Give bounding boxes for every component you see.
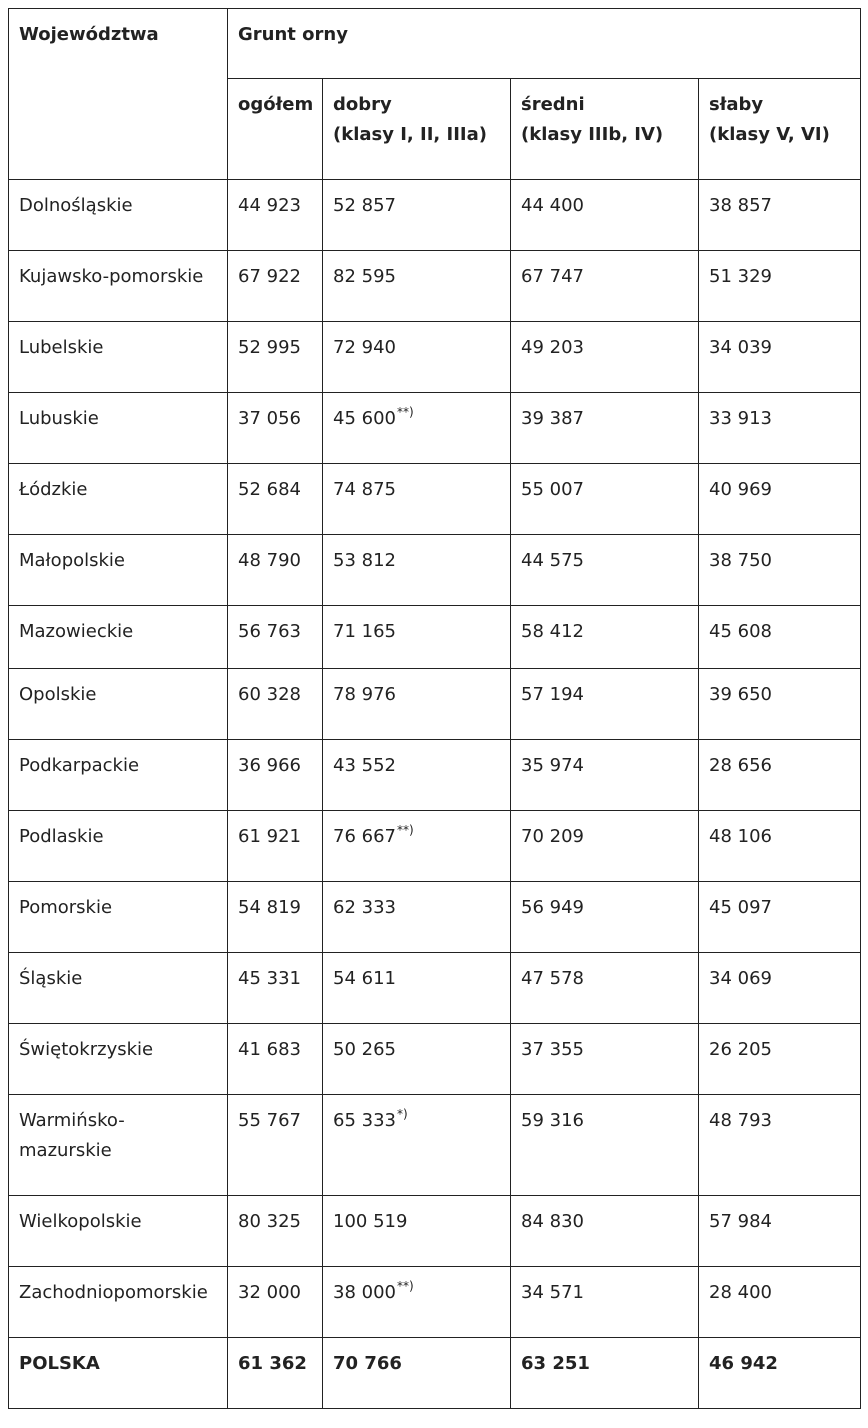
value-good-cell: [323, 251, 511, 322]
value-good-cell: [323, 811, 511, 882]
value-weak-cell: [699, 953, 861, 1024]
cell-value: 28 400: [709, 1282, 772, 1303]
value-medium-cell: [511, 811, 699, 882]
value-good-cell: [323, 740, 511, 811]
table-row: [9, 1196, 861, 1267]
cell-value: 56 763: [238, 621, 301, 642]
cell-value: 84 830: [521, 1211, 584, 1232]
cell-value: 44 923: [238, 195, 301, 216]
cell-value: 52 684: [238, 479, 301, 500]
value-medium-cell: [511, 535, 699, 606]
cell-value: 50 265: [333, 1039, 396, 1060]
region-name-cell: Opolskie: [9, 669, 228, 740]
cell-value: 45 608: [709, 621, 772, 642]
value-total-cell: [228, 393, 323, 464]
region-name-line: mazurskie: [19, 1140, 112, 1161]
value-weak-cell: [699, 180, 861, 251]
table-header: [9, 9, 861, 180]
header-row-group: [9, 9, 861, 79]
cell-value: 37 355: [521, 1039, 584, 1060]
cell-value: 71 165: [333, 621, 396, 642]
value-total-cell: [228, 882, 323, 953]
cell-value: 59 316: [521, 1110, 584, 1131]
value-weak-cell: [699, 464, 861, 535]
value-weak-cell: [699, 251, 861, 322]
value-weak-cell: [699, 740, 861, 811]
region-name-cell: Podkarpackie: [9, 740, 228, 811]
footnote-marker: **): [396, 405, 414, 419]
value-weak-cell: [699, 322, 861, 393]
cell-value: 38 857: [709, 195, 772, 216]
cell-value: 72 940: [333, 337, 396, 358]
total-value-cell: 61 362: [228, 1338, 323, 1409]
region-name-cell: Lubuskie: [9, 393, 228, 464]
value-total-cell: [228, 1024, 323, 1095]
table-row: [9, 953, 861, 1024]
value-good-cell: [323, 1196, 511, 1267]
value-medium-cell: [511, 1196, 699, 1267]
cell-value: 34 069: [709, 968, 772, 989]
table-row: [9, 180, 861, 251]
value-weak-cell: [699, 882, 861, 953]
column-header-medium: [511, 79, 699, 180]
region-name-cell: Wielkopolskie: [9, 1196, 228, 1267]
value-total-cell: [228, 606, 323, 669]
region-column-header: Województwa: [9, 9, 228, 180]
region-name-cell: Pomorskie: [9, 882, 228, 953]
cell-value: 57 984: [709, 1211, 772, 1232]
cell-value: 45 600: [333, 408, 396, 429]
value-weak-cell: [699, 606, 861, 669]
table-row: [9, 322, 861, 393]
cell-value: 37 056: [238, 408, 301, 429]
column-header-classes: (klasy V, VI): [709, 124, 830, 145]
cell-value: 55 767: [238, 1110, 301, 1131]
cell-value: 34 571: [521, 1282, 584, 1303]
cell-value: 67 922: [238, 266, 301, 287]
value-good-cell: [323, 464, 511, 535]
cell-value: 78 976: [333, 684, 396, 705]
value-medium-cell: [511, 1267, 699, 1338]
cell-value: 45 097: [709, 897, 772, 918]
total-value-cell: 63 251: [511, 1338, 699, 1409]
region-name-cell: Dolnośląskie: [9, 180, 228, 251]
value-good-cell: [323, 669, 511, 740]
value-good-cell: [323, 606, 511, 669]
value-total-cell: [228, 1267, 323, 1338]
cell-value: 36 966: [238, 755, 301, 776]
footnote-marker: **): [396, 823, 414, 837]
cell-value: 60 328: [238, 684, 301, 705]
cell-value: 40 969: [709, 479, 772, 500]
table-row: [9, 882, 861, 953]
value-weak-cell: [699, 811, 861, 882]
footnote-marker: **): [396, 1279, 414, 1293]
column-header-total: [228, 79, 323, 180]
cell-value: 44 400: [521, 195, 584, 216]
cell-value: 32 000: [238, 1282, 301, 1303]
cell-value: 48 790: [238, 550, 301, 571]
total-value-cell: 46 942: [699, 1338, 861, 1409]
column-header-label: ogółem: [238, 94, 314, 115]
value-good-cell: [323, 882, 511, 953]
value-total-cell: [228, 464, 323, 535]
cell-value: 48 793: [709, 1110, 772, 1131]
value-total-cell: [228, 669, 323, 740]
table-row: [9, 535, 861, 606]
cell-value: 54 819: [238, 897, 301, 918]
footnote-marker: *): [396, 1107, 408, 1121]
cell-value: 49 203: [521, 337, 584, 358]
region-name-cell: Mazowieckie: [9, 606, 228, 669]
value-medium-cell: [511, 393, 699, 464]
table-body: [9, 180, 861, 1409]
value-good-cell: [323, 953, 511, 1024]
cell-value: 52 995: [238, 337, 301, 358]
value-total-cell: [228, 953, 323, 1024]
table-row: [9, 669, 861, 740]
cell-value: 61 921: [238, 826, 301, 847]
cell-value: 67 747: [521, 266, 584, 287]
region-name-cell: Małopolskie: [9, 535, 228, 606]
cell-value: 34 039: [709, 337, 772, 358]
table-row: [9, 740, 861, 811]
region-name-cell: Świętokrzyskie: [9, 1024, 228, 1095]
region-name-cell: Kujawsko-pomorskie: [9, 251, 228, 322]
value-total-cell: [228, 251, 323, 322]
total-row: [9, 1338, 861, 1409]
value-total-cell: [228, 1196, 323, 1267]
value-medium-cell: [511, 740, 699, 811]
column-header-label: słaby: [709, 94, 764, 115]
arable-land-table: [8, 8, 861, 1409]
column-header-classes: (klasy IIIb, IV): [521, 124, 664, 145]
cell-value: 70 209: [521, 826, 584, 847]
cell-value: 65 333: [333, 1110, 396, 1131]
cell-value: 80 325: [238, 1211, 301, 1232]
cell-value: 47 578: [521, 968, 584, 989]
cell-value: 39 650: [709, 684, 772, 705]
value-good-cell: [323, 1095, 511, 1196]
value-weak-cell: [699, 669, 861, 740]
value-total-cell: [228, 811, 323, 882]
cell-value: 38 000: [333, 1282, 396, 1303]
value-total-cell: [228, 322, 323, 393]
column-header-label: dobry: [333, 94, 392, 115]
value-medium-cell: [511, 251, 699, 322]
table-row: [9, 811, 861, 882]
column-header-weak: [699, 79, 861, 180]
cell-value: 51 329: [709, 266, 772, 287]
cell-value: 41 683: [238, 1039, 301, 1060]
table-row: [9, 1267, 861, 1338]
cell-value: 100 519: [333, 1211, 408, 1232]
cell-value: 48 106: [709, 826, 772, 847]
region-name-cell: Podlaskie: [9, 811, 228, 882]
value-medium-cell: [511, 1024, 699, 1095]
cell-value: 57 194: [521, 684, 584, 705]
value-good-cell: [323, 1267, 511, 1338]
value-medium-cell: [511, 882, 699, 953]
value-total-cell: [228, 1095, 323, 1196]
cell-value: 38 750: [709, 550, 772, 571]
cell-value: 82 595: [333, 266, 396, 287]
table-row: [9, 606, 861, 669]
value-good-cell: [323, 393, 511, 464]
value-medium-cell: [511, 953, 699, 1024]
total-region-cell: POLSKA: [9, 1338, 228, 1409]
column-header-good: [323, 79, 511, 180]
table-row: [9, 251, 861, 322]
cell-value: 55 007: [521, 479, 584, 500]
value-weak-cell: [699, 1196, 861, 1267]
value-good-cell: [323, 322, 511, 393]
cell-value: 54 611: [333, 968, 396, 989]
column-header-label: średni: [521, 94, 585, 115]
cell-value: 62 333: [333, 897, 396, 918]
cell-value: 52 857: [333, 195, 396, 216]
cell-value: 39 387: [521, 408, 584, 429]
region-name-cell: Łódzkie: [9, 464, 228, 535]
value-good-cell: [323, 180, 511, 251]
region-name-cell: Śląskie: [9, 953, 228, 1024]
cell-value: 44 575: [521, 550, 584, 571]
cell-value: 26 205: [709, 1039, 772, 1060]
value-medium-cell: [511, 669, 699, 740]
table-row: [9, 464, 861, 535]
cell-value: 56 949: [521, 897, 584, 918]
cell-value: 33 913: [709, 408, 772, 429]
value-medium-cell: [511, 606, 699, 669]
cell-value: 35 974: [521, 755, 584, 776]
value-weak-cell: [699, 1095, 861, 1196]
value-weak-cell: [699, 393, 861, 464]
value-weak-cell: [699, 1024, 861, 1095]
total-value-cell: 70 766: [323, 1338, 511, 1409]
region-name-line: Warmińsko-: [19, 1110, 125, 1131]
value-medium-cell: [511, 464, 699, 535]
column-header-classes: (klasy I, II, IIIa): [333, 124, 487, 145]
cell-value: 43 552: [333, 755, 396, 776]
arable-land-group-header: Grunt orny: [228, 9, 861, 79]
table-row: [9, 1095, 861, 1196]
value-good-cell: [323, 1024, 511, 1095]
value-weak-cell: [699, 535, 861, 606]
value-medium-cell: [511, 322, 699, 393]
cell-value: 45 331: [238, 968, 301, 989]
value-weak-cell: [699, 1267, 861, 1338]
value-medium-cell: [511, 180, 699, 251]
value-total-cell: [228, 180, 323, 251]
table-row: [9, 1024, 861, 1095]
value-total-cell: [228, 740, 323, 811]
region-name-cell: [9, 1095, 228, 1196]
cell-value: 53 812: [333, 550, 396, 571]
value-total-cell: [228, 535, 323, 606]
region-name-cell: Zachodniopomorskie: [9, 1267, 228, 1338]
region-name-cell: Lubelskie: [9, 322, 228, 393]
cell-value: 74 875: [333, 479, 396, 500]
value-good-cell: [323, 535, 511, 606]
value-medium-cell: [511, 1095, 699, 1196]
cell-value: 76 667: [333, 826, 396, 847]
cell-value: 28 656: [709, 755, 772, 776]
table-row: [9, 393, 861, 464]
cell-value: 58 412: [521, 621, 584, 642]
